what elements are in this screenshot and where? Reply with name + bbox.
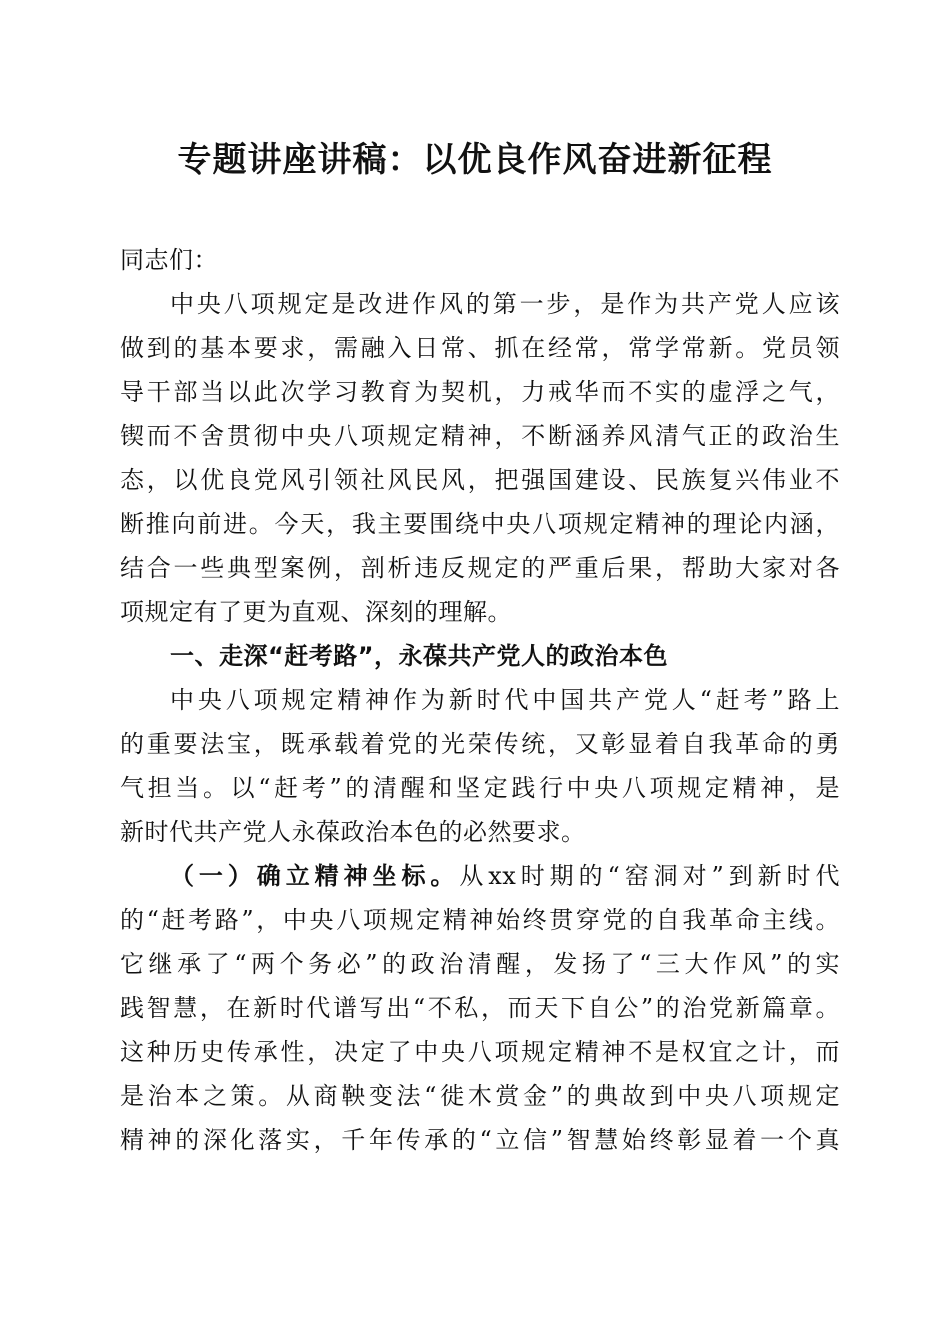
text-line: 中央八项规定精神作为新时代中国共产党人“赶考”路上 [170,686,840,714]
document-title: 专题讲座讲稿：以优良作风奋进新征程 [177,140,773,180]
subsection-heading: （一）确立精神坐标。 [170,862,460,890]
document-body [120,238,840,1162]
text-line: 结合一些典型案例，剖析违反规定的严重后果，帮助大家对各 [120,554,840,582]
subsection-first-line [120,854,840,898]
text-line: 中央八项规定是改进作风的第一步，是作为共产党人应该 [170,290,840,318]
text-line: 新时代共产党人永葆政治本色的必然要求。 [120,818,586,846]
text-line: 做到的基本要求，需融入日常、抓在经常，常学常新。党员领 [120,334,840,362]
text-line: 这种历史传承性，决定了中央八项规定精神不是权宜之计，而 [120,1038,840,1066]
text-line: 它继承了“两个务必”的政治清醒，发扬了“三大作风”的实 [120,950,840,978]
text-line: 锲而不舍贯彻中央八项规定精神，不断涵养风清气正的政治生 [120,422,840,450]
text-line: 的“赶考路”，中央八项规定精神始终贯穿党的自我革命主线。 [120,906,840,934]
paragraph-intro [120,282,840,634]
text-line: 态，以优良党风引领社风民风，把强国建设、民族复兴伟业不 [120,466,840,494]
subsection-first-text: 从xx时期的“窑洞对”到新时代 [459,862,841,890]
salutation: 同志们： [120,246,218,274]
text-line: 是治本之策。从商鞅变法“徙木赏金”的典故到中央八项规定 [120,1082,840,1110]
text-line: 项规定有了更为直观、深刻的理解。 [120,598,512,626]
text-line: 气担当。以“赶考”的清醒和坚定践行中央八项规定精神，是 [120,774,840,802]
section-heading: 一、走深“赶考路”，永葆共产党人的政治本色 [170,642,669,670]
paragraph-section1 [120,678,840,854]
text-line: 断推向前进。今天，我主要围绕中央八项规定精神的理论内涵， [120,510,840,538]
text-line: 精神的深化落实，千年传承的“立信”智慧始终彰显着一个真 [120,1126,840,1154]
paragraph-subsection1 [120,854,840,1162]
text-line: 的重要法宝，既承载着党的光荣传统，又彰显着自我革命的勇 [120,730,840,758]
text-line: 践智慧，在新时代谱写出“不私，而天下自公”的治党新篇章。 [120,994,840,1022]
text-line: 导干部当以此次学习教育为契机，力戒华而不实的虚浮之气， [120,378,840,406]
